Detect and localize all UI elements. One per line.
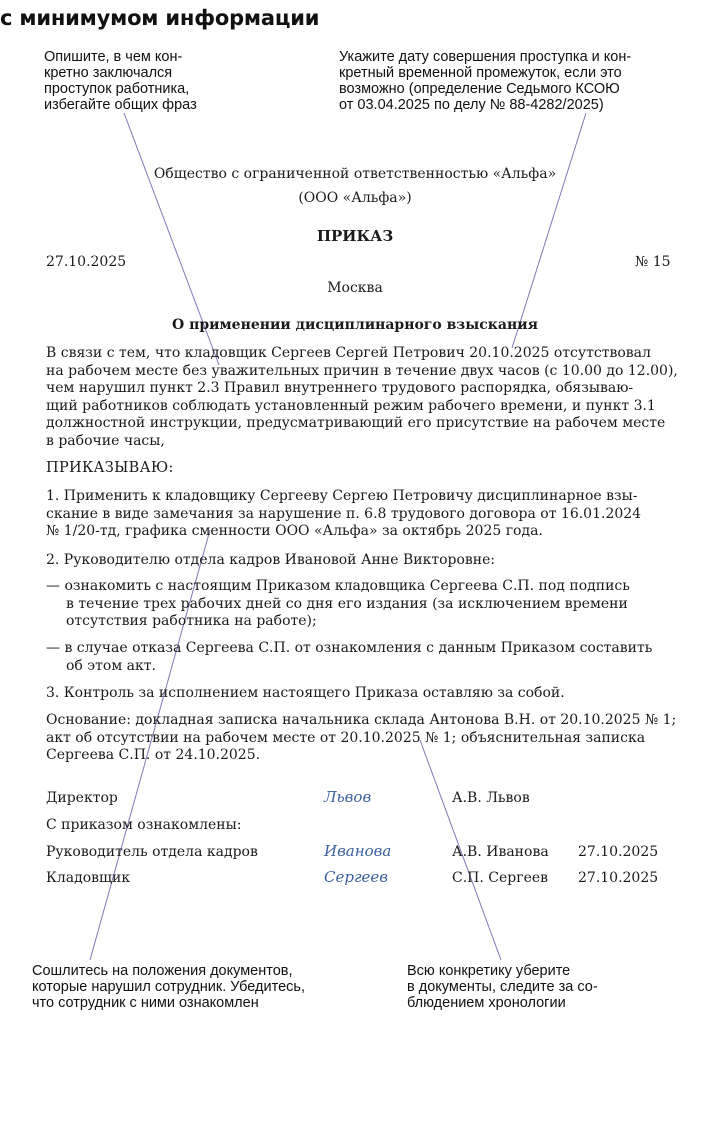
callout-line: Сошлитесь на положения документов, [32,963,293,979]
item-2-dash-2 [46,640,652,675]
hr-signature: Иванова [324,842,392,860]
callout-line: в документы, следите за со- [407,979,598,995]
hr-date: 27.10.2025 [578,844,659,860]
director-title: Директор [46,790,118,806]
callout-line: избегайте общих фраз [44,97,197,113]
callout-line: Всю конкретику уберите [407,963,571,979]
clerk-signature: Сергеев [324,868,389,886]
text-line: чем нарушил пункт 2.3 Правил внутреннего трудового распорядка, обязываю- [46,380,634,397]
callout-line: что сотрудник с ними ознакомлен [32,995,259,1011]
basis [46,712,676,765]
doc-date: 27.10.2025 [46,254,127,270]
callout-line: возможно (определение Седьмого КСОЮ [339,81,620,97]
header-title: с минимумом информации [0,6,320,30]
doc-city: Москва [327,280,383,296]
text-line: — в случае отказа Сергеева С.П. от ознакомления с данным Приказом составить [46,640,653,656]
callout-top-left [44,49,197,113]
text-line: в течение трех рабочих дней со дня его издания (за исключением времени [66,595,628,612]
callout-top-right [339,49,631,113]
text-line: Основание: докладная записка начальника склада Антонова В.Н. от 20.10.2025 № 1; [46,712,677,728]
callout-line: Укажите дату совершения проступка и кон- [339,49,632,65]
doc-subject: О применении дисциплинарного взыскания [172,317,538,333]
text-line: щий работников соблюдать установленный режим рабочего времени, и пункт 3.1 [46,397,656,414]
callout-line: проступок работника, [44,81,190,97]
preamble [46,345,678,451]
callout-line: блюдением хронологии [407,995,566,1011]
clerk-date: 27.10.2025 [578,870,659,886]
text-line: 1. Применить к кладовщику Сергееву Сергею Петровичу дисциплинарное взы- [46,488,638,504]
text-line: Сергеева С.П. от 24.10.2025. [46,747,261,764]
text-line: № 1/20-тд, графика сменности ООО «Альфа» за октябрь 2025 года. [46,523,543,540]
text-line: на рабочем месте без уважительных причин в течение двух часов (с 10.00 до 12.00), [46,362,678,379]
text-line: в рабочие часы, [46,432,165,449]
clerk-title: Кладовщик [46,870,131,886]
item-1 [46,488,641,541]
text-line: В связи с тем, что кладовщик Сергеев Сергей Петрович 20.10.2025 отсутствовал [46,345,651,361]
acquainted-label: С приказом ознакомлены: [46,817,242,833]
org-short-name: (ООО «Альфа») [298,190,412,206]
doc-type: ПРИКАЗ [316,227,394,245]
org-full-name: Общество с ограниченной ответственностью «Альфа» [153,166,557,182]
clerk-name: С.П. Сергеев [452,870,549,886]
text-line: об этом акт. [66,657,156,674]
item-3: 3. Контроль за исполнением настоящего Приказа оставляю за собой. [46,685,565,701]
callout-line: Опишите, в чем кон- [44,49,183,65]
text-line: — ознакомить с настоящим Приказом кладовщика Сергеева С.П. под подпись [46,578,630,594]
callout-line: кретно заключался [44,65,173,81]
callout-line: от 03.04.2025 по делу № 88-4282/2025) [339,97,604,113]
callout-bottom-left [32,963,305,1011]
text-line: скание в виде замечания за нарушение п. 6.8 трудового договора от 16.01.2024 [46,505,642,522]
text-line: отсутствия работника на работе); [66,613,317,630]
callout-line: которые нарушил сотрудник. Убедитесь, [32,979,305,995]
hr-name: А.В. Иванова [452,844,549,860]
item-2: 2. Руководителю отдела кадров Ивановой Анне Викторовне: [46,552,496,568]
callout-line: кретный временной промежуток, если это [339,65,622,81]
director-signature: Львов [324,788,372,806]
hr-title: Руководитель отдела кадров [46,844,258,860]
item-2-dash-1 [46,578,630,631]
text-line: акт об отсутствии на рабочем месте от 20.10.2025 № 1; объяснительная записка [46,729,646,746]
text-line: должностной инструкции, предусматривающий его присутствие на рабочем месте [46,415,666,432]
director-name: А.В. Львов [452,790,530,806]
doc-number: № 15 [635,254,671,270]
callout-bottom-right [407,963,598,1011]
order-word: ПРИКАЗЫВАЮ: [46,460,174,476]
